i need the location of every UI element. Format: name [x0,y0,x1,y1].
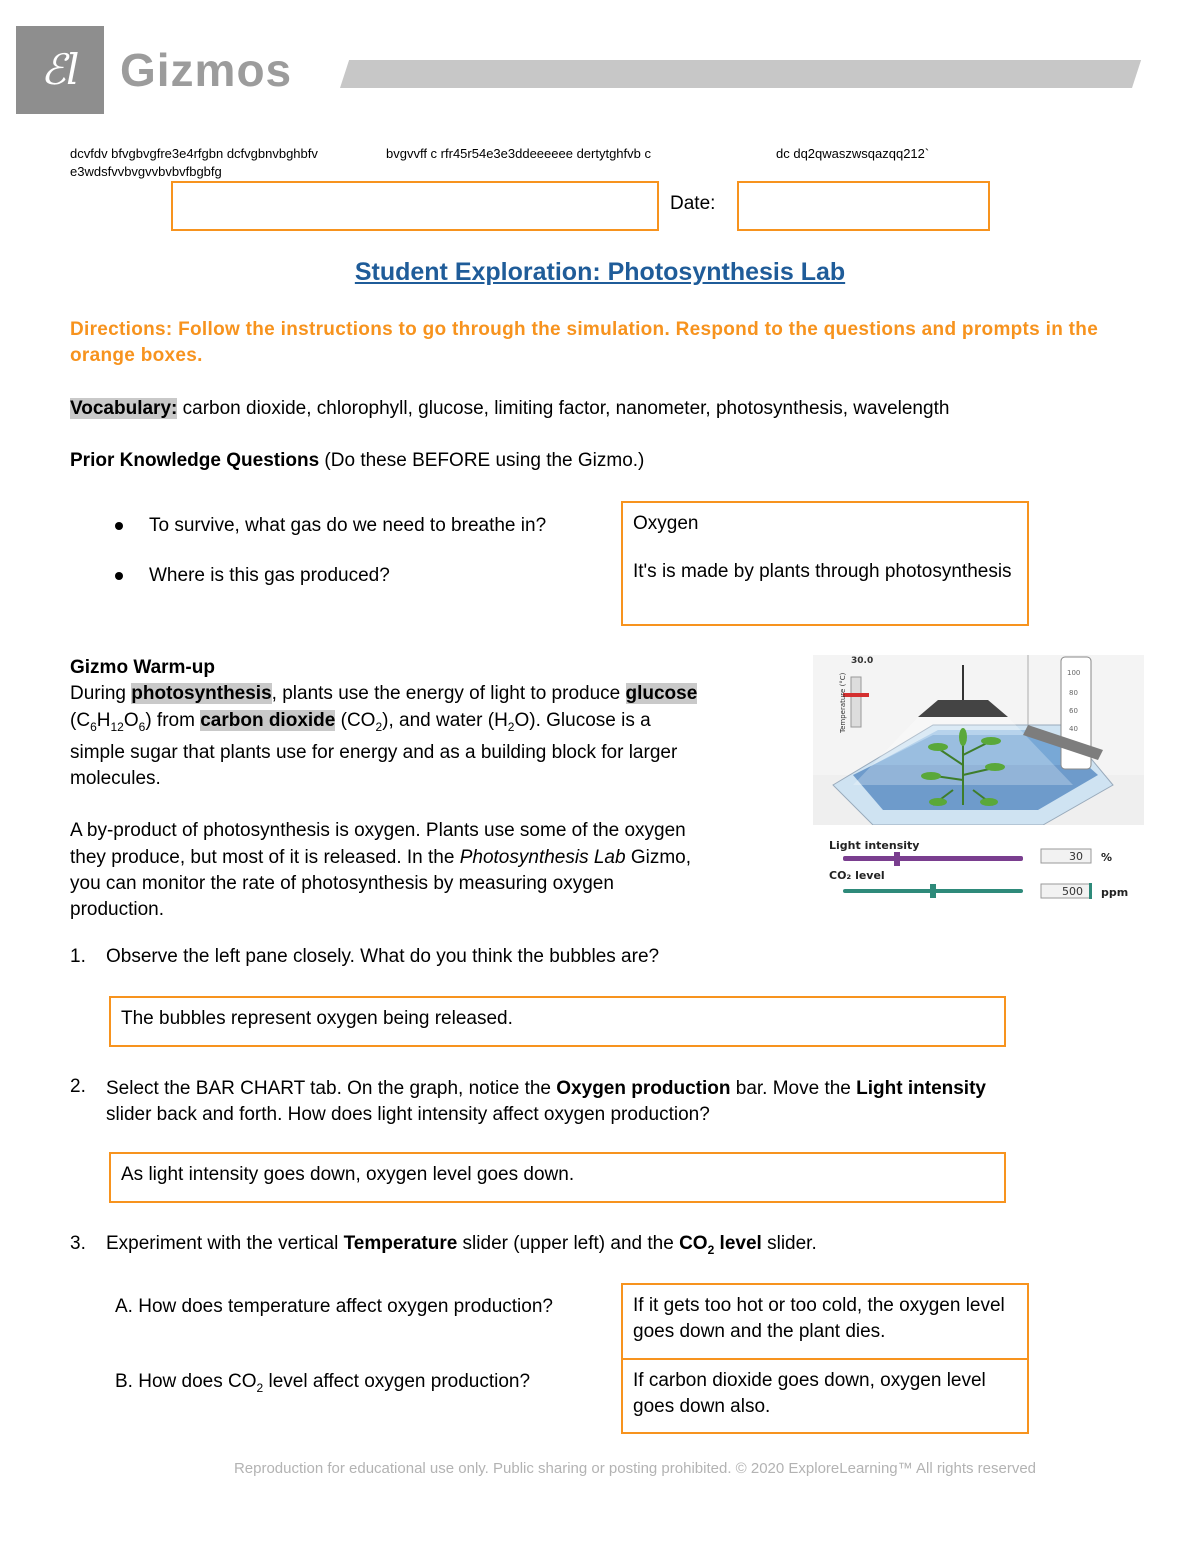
tube-tick-40: 40 [1069,725,1078,733]
warmup-line-6: they produce, but most of it is released. In the Photosynthesis Lab Gizmo, [70,846,692,868]
vocabulary-line [70,398,949,420]
answer-1-text: The bubbles represent oxygen being released. [121,1008,513,1029]
answer-3a[interactable] [621,1283,1029,1360]
prior-answer-1-text: Oxygen [633,513,699,534]
bullet-icon [115,572,123,580]
light-intensity-value: 30 [1069,850,1083,863]
question-1: Observe the left pane closely. What do you think the bubbles are? [106,946,660,967]
tube-tick-100: 100 [1067,669,1081,677]
footer-copyright: Reproduction for educational use only. Public sharing or posting prohibited. © 2020 ExploreLearning™ All rights reserved [233,1460,1037,1477]
warmup-section [70,655,800,923]
header-bar [340,60,1141,88]
prior-answer-2-text: It's is made by plants through photosynthesis [633,561,1012,582]
tube-tick-80: 80 [1069,689,1078,697]
co2-level-value: 500 [1062,885,1083,898]
date-label: Date: [670,193,716,214]
answer-3a-text: If it gets too hot or too cold, the oxygen level goes down and the plant dies. [633,1295,1005,1342]
prior-heading-bold: Prior Knowledge Questions [70,450,320,471]
answer-2-text: As light intensity goes down, oxygen level goes down. [121,1164,575,1185]
light-intensity-unit: % [1101,851,1113,864]
light-intensity-label: Light intensity [829,839,920,852]
question-3a: A. How does temperature affect oxygen production? [115,1296,553,1317]
answer-3b[interactable] [621,1358,1029,1434]
warmup-line-1: During photosynthesis, plants use the energy of light to produce glucose [70,683,698,705]
answer-2[interactable] [109,1152,1006,1203]
warmup-line-5: A by-product of photosynthesis is oxygen. Plants use some of the oxygen [70,820,686,842]
stray-text-3: dc dq2qwaszwsqazqq212` [776,146,930,161]
question-2-number: 2. [70,1076,86,1097]
answer-1[interactable] [109,996,1006,1047]
warmup-line-8: production. [70,899,165,921]
vocabulary-terms: carbon dioxide, chlorophyll, glucose, limiting factor, nanometer, photosynthesis, wavelength [177,398,950,419]
simulation-svg [813,655,1144,905]
prior-answer-2[interactable] [621,551,1029,626]
logo-glyph: ℰl [40,45,80,94]
vocabulary-label: Vocabulary: [70,398,178,419]
name-field[interactable] [171,181,659,231]
prior-question-2: Where is this gas produced? [149,565,390,586]
prior-heading-note: (Do these BEFORE using the Gizmo.) [319,450,645,471]
temperature-label: Temperature (°C) [839,672,847,733]
brand-name: Gizmos [120,44,293,96]
stray-text-2: bvgvvff c rfr45r54e3e3ddeeeeee dertytghfvb c [386,146,651,161]
page-title: Student Exploration: Photosynthesis Lab [354,258,846,286]
light-intensity-slider-track [843,856,1023,861]
warmup-line-4: molecules. [70,767,161,789]
question-3: Experiment with the vertical Temperature slider (upper left) and the $CO_2$ level slider. [106,1233,817,1257]
stray-text-4: e3wdsfvvbvgvvbvbvfbgbfg [70,164,222,179]
temperature-value: 30.0 [851,656,874,666]
directions-text: Directions: Follow the instructions to go through the simulation. Respond to the questions and prompts in the orange boxes. [70,319,1099,366]
co2-level-unit: ppm [1101,886,1129,899]
question-2: Select the BAR CHART tab. On the graph, notice the Oxygen production bar. Move the Light intensity slider back and forth. How does light intensity affect oxygen production? [106,1078,986,1125]
light-intensity-slider-handle [894,852,900,866]
warmup-line-7: you can monitor the rate of photosynthesis by measuring oxygen [70,872,614,894]
gizmo-simulation-image [813,655,1144,905]
date-field[interactable] [737,181,990,231]
stray-text-1: dcvfdv bfvgbvgfre3e4rfgbn dcfvgbnvbghbfv [70,146,318,161]
tube-tick-60: 60 [1069,707,1078,715]
co2-level-label: CO₂ level [829,869,885,882]
question-1-number: 1. [70,946,86,967]
prior-knowledge-heading [70,450,644,472]
question-3b: B. How does $CO_2$ level affect oxygen production? [115,1371,531,1395]
warmup-line-2: $(C_6H_{12}O_6)$ from carbon dioxide $(CO_2)$, and water $(H_2O)$. Glucose is a [70,709,651,734]
bullet-icon [115,522,123,530]
warmup-line-3: simple sugar that plants use for energy and as a building block for larger [70,741,678,763]
co2-level-slider-handle [930,884,936,898]
warmup-heading: Gizmo Warm-up [70,657,215,678]
prior-question-1: To survive, what gas do we need to breathe in? [149,515,547,536]
question-3-number: 3. [70,1233,86,1254]
answer-3b-text: If carbon dioxide goes down, oxygen level goes down also. [633,1370,986,1417]
prior-answer-1[interactable] [621,501,1029,553]
